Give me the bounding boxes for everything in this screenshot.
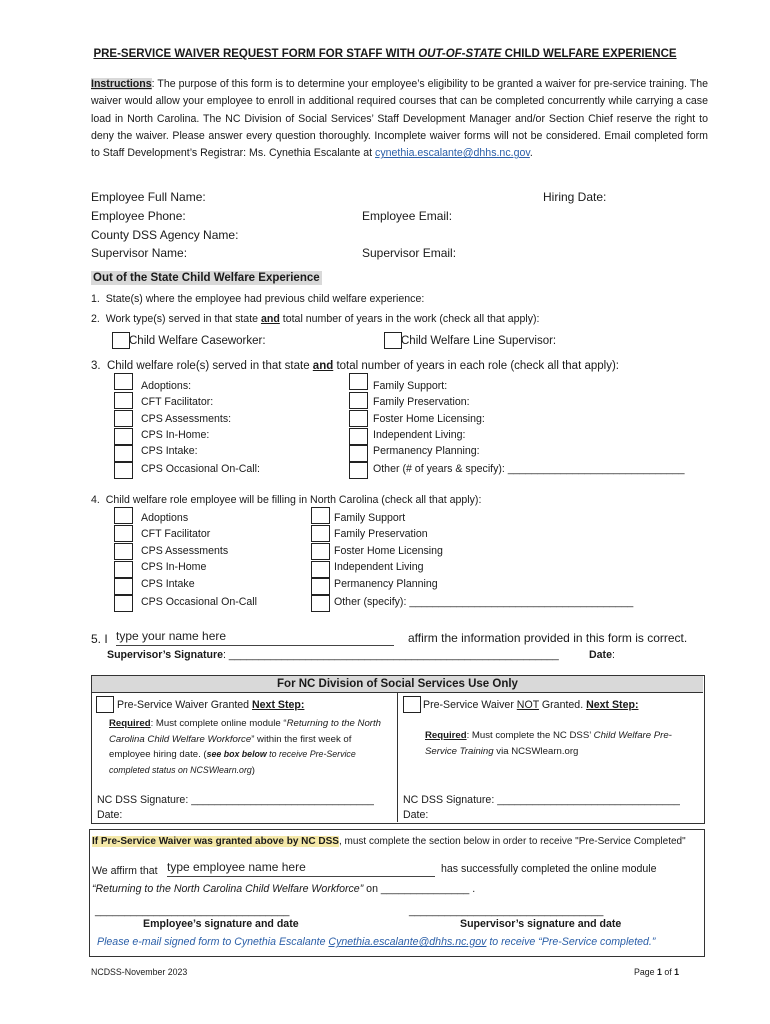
title-suffix: CHILD WELFARE EXPERIENCE: [501, 48, 677, 60]
supervisor-date-label: Date: [589, 649, 612, 661]
q3-permanency-checkbox[interactable]: [349, 445, 368, 462]
q3-left-label: Adoptions:: [141, 380, 192, 392]
q4-family-preservation-checkbox[interactable]: [311, 525, 330, 542]
q4-right-label: Family Support: [334, 512, 406, 524]
not-granted-req-text: : Must complete the NC DSS’: [466, 730, 594, 741]
q3-adoptions-checkbox[interactable]: [114, 373, 133, 390]
q4-cps-intake-checkbox[interactable]: [114, 578, 133, 595]
q5-number: 5. I: [91, 632, 108, 646]
granted-next-step: Next Step:: [252, 699, 305, 711]
nc-dss-divider: [397, 692, 398, 822]
supervisor-date[interactable]: [589, 649, 615, 661]
hiring-date-label: Hiring Date:: [543, 190, 607, 204]
page-pre: Page: [634, 967, 657, 977]
email-post: to receive “Pre-Service completed.”: [486, 936, 656, 948]
waiver-not-granted-checkbox[interactable]: [403, 696, 421, 713]
q4-left-label: CPS Intake: [141, 578, 195, 590]
granted-req-text2: ” within the first week of employee hiring date. (: [109, 733, 352, 760]
module-name: “Returning to the North Carolina Child Welfare Workforce”: [92, 883, 364, 895]
q3-cps-intake-checkbox[interactable]: [114, 445, 133, 462]
title-emph: OUT-OF-STATE: [418, 48, 502, 60]
module-completion-line: [92, 883, 475, 895]
caseworker-checkbox[interactable]: [112, 332, 130, 349]
section-heading: Out of the State Child Welfare Experience: [93, 272, 320, 284]
supervisor-signature-blank: : ________________________________________________________: [222, 649, 559, 661]
q4-left-label: CFT Facilitator: [141, 528, 211, 540]
q3-text-pre: Child welfare role(s) served in that state: [106, 360, 313, 372]
q3-other-field[interactable]: Other (# of years & specify): ______________________________: [373, 463, 685, 475]
q4-foster-home-checkbox[interactable]: [311, 543, 330, 560]
completed-highlight: If Pre-Service Waiver was granted above by NC DSS: [92, 836, 339, 847]
q1-text: State(s) where the employee had previous child welfare experience:: [105, 293, 425, 305]
q4-right-label: Family Preservation: [334, 528, 428, 540]
line-supervisor-checkbox[interactable]: [384, 332, 402, 349]
instructions-body: : The purpose of this form is to determine your employee’s eligibility to be granted a waiver for pre-service training. The waiver would allow your employee to enroll in additional required courses that can be completed concurrently while carrying a case load in North Carolina. The NC Division of Social Services’ Staff Development Manager and/or Section Chief reserve the right to deny the waiver. Please answer every question thoroughly. Incomplete waiver forms will not be considered. Email completed form to Staff Development’s Registrar: Ms. Cynethia Escalante at: [91, 78, 708, 160]
q4-right-label: Foster Home Licensing: [334, 545, 443, 557]
not-granted-post: Granted.: [538, 699, 587, 711]
not-granted-pre: Pre-Service Waiver: [423, 699, 517, 711]
employee-email-label: Employee Email:: [362, 209, 453, 223]
q3-text-post: total number of years in each role (check all that apply):: [333, 360, 619, 372]
q3-cps-inhome-checkbox[interactable]: [114, 428, 133, 445]
not-granted-training: Child Welfare Pre-Service Training: [425, 730, 672, 757]
question-1: [91, 293, 424, 305]
q4-text: Child welfare role employee will be filling in North Carolina (check all that apply):: [105, 494, 482, 506]
page-of: of: [661, 967, 675, 977]
q2-number: 2.: [91, 313, 100, 325]
footer-form-id: NCDSS-November 2023: [91, 967, 188, 977]
not-granted-via: via NCSWlearn.org: [493, 745, 579, 757]
q4-left-label: CPS Occasional On-Call: [141, 596, 257, 608]
q4-left-label: CPS Assessments: [141, 545, 229, 557]
completed-rest: , must complete the section below in order to receive "Pre-Service Completed": [338, 836, 686, 847]
we-affirm-label: We affirm that: [92, 865, 158, 877]
q4-independent-living-checkbox[interactable]: [311, 561, 330, 578]
q3-family-support-checkbox[interactable]: [349, 373, 368, 390]
q4-number: 4.: [91, 494, 100, 506]
q3-right-label: Family Preservation:: [373, 396, 470, 408]
q2-and: and: [260, 313, 280, 325]
granted-requirement: [109, 716, 389, 778]
completed-instructions: [92, 836, 686, 847]
waiver-granted-line: [117, 699, 304, 711]
q4-right-label: Permanency Planning: [334, 578, 438, 590]
instructions-end: .: [529, 147, 533, 160]
q3-independent-living-checkbox[interactable]: [349, 428, 368, 445]
granted-close: ): [251, 764, 255, 776]
q4-cps-assessments-checkbox[interactable]: [114, 543, 133, 560]
q4-cft-checkbox[interactable]: [114, 525, 133, 542]
q3-left-label: CPS Occasional On-Call:: [141, 463, 260, 475]
q3-right-label: Independent Living:: [373, 429, 466, 441]
question-2: [91, 313, 540, 325]
footer-page-number: [634, 967, 679, 977]
q2-text-pre: Work type(s) served in that state: [105, 313, 261, 325]
waiver-granted-checkbox[interactable]: [96, 696, 114, 713]
q4-other-checkbox[interactable]: [311, 595, 330, 612]
not-granted-nc-dss-date[interactable]: Date:: [403, 809, 429, 821]
question-3: [91, 360, 619, 372]
question-4: [91, 494, 481, 506]
q1-number: 1.: [91, 293, 100, 305]
q3-left-label: CPS In-Home:: [141, 429, 210, 441]
instructions-label: Instructions: [91, 78, 152, 90]
not-granted-requirement: [425, 728, 685, 759]
granted-req-text3: to receive Pre-Service completed status on NCSWlearn.org: [109, 749, 356, 775]
q4-cps-inhome-checkbox[interactable]: [114, 561, 133, 578]
granted-nc-dss-date[interactable]: Date:: [97, 809, 123, 821]
q4-family-support-checkbox[interactable]: [311, 507, 330, 524]
q2-text-post: total number of years in the work (check all that apply):: [279, 313, 540, 325]
q3-right-label: Family Support:: [373, 380, 448, 392]
q3-cft-checkbox[interactable]: [114, 392, 133, 409]
q3-cps-assessments-checkbox[interactable]: [114, 410, 133, 427]
q4-right-label: Independent Living: [334, 561, 424, 573]
email-pre: Please e-mail signed form to Cynethia Escalante: [97, 936, 329, 948]
form-title: [0, 48, 770, 60]
instructions: [91, 76, 708, 162]
granted-required: Required: [109, 718, 151, 729]
employee-name-label: Employee Full Name:: [91, 190, 206, 204]
escalante-email-link[interactable]: Cynethia.escalante@dhhs.nc.gov: [328, 936, 487, 948]
q4-other-field[interactable]: Other (specify): ______________________________________: [334, 596, 634, 608]
supervisor-signature-line[interactable]: [107, 649, 559, 661]
waiver-granted-label: Pre-Service Waiver Granted: [117, 699, 253, 711]
email-instruction: [97, 936, 655, 948]
supervisor-date-colon: :: [611, 649, 615, 661]
q3-left-label: CFT Facilitator:: [141, 396, 214, 408]
module-on-date[interactable]: on _______________ .: [363, 883, 476, 895]
page-num: 1: [657, 967, 662, 977]
q3-right-label: Foster Home Licensing:: [373, 413, 485, 425]
q3-other-checkbox[interactable]: [349, 462, 368, 479]
q3-family-preservation-checkbox[interactable]: [349, 392, 368, 409]
employee-signature-label: Employee’s signature and date: [143, 918, 299, 930]
supervisor-signature-label: Supervisor’s Signature: [107, 649, 223, 661]
q4-cps-oncall-checkbox[interactable]: [114, 595, 133, 612]
q5-affirm-text: affirm the information provided in this form is correct.: [408, 631, 688, 645]
page-total: 1: [674, 967, 680, 977]
registrar-email-link[interactable]: cynethia.escalante@dhhs.nc.gov: [375, 147, 530, 160]
q4-left-label: Adoptions: [141, 512, 189, 524]
q3-and: and: [312, 360, 334, 372]
completed-module-text: has successfully completed the online module: [441, 863, 657, 875]
q3-foster-home-checkbox[interactable]: [349, 410, 368, 427]
not-granted-nc-dss-signature[interactable]: NC DSS Signature: _______________________________: [403, 794, 680, 806]
not-granted-next-step: Next Step:: [586, 699, 639, 711]
not-granted-required: Required: [425, 730, 467, 741]
employee-name-input[interactable]: type employee name here: [167, 860, 435, 877]
granted-req-text: : Must complete online module “: [150, 718, 287, 729]
supervisor-signature-label-bottom: Supervisor’s signature and date: [460, 918, 622, 930]
supervisor-name-label: Supervisor Name:: [91, 246, 188, 260]
nc-dss-header: For NC Division of Social Services Use Only: [277, 678, 518, 690]
q4-left-label: CPS In-Home: [141, 561, 207, 573]
supervisor-email-label: Supervisor Email:: [362, 246, 457, 260]
county-label: County DSS Agency Name:: [91, 228, 239, 242]
title-prefix: PRE-SERVICE WAIVER REQUEST FORM FOR STAFF WITH: [93, 48, 419, 60]
not-granted-not: NOT: [516, 699, 539, 711]
q4-permanency-checkbox[interactable]: [311, 578, 330, 595]
employee-signature-line[interactable]: _________________________________: [95, 905, 290, 917]
q3-number: 3.: [91, 360, 101, 372]
supervisor-signature-line-bottom[interactable]: _________________________________: [409, 905, 604, 917]
q3-right-label: Permanency Planning:: [373, 445, 480, 457]
supervisor-name-input[interactable]: type your name here: [116, 629, 394, 646]
granted-nc-dss-signature[interactable]: NC DSS Signature: _______________________________: [97, 794, 374, 806]
q3-left-label: CPS Assessments:: [141, 413, 232, 425]
granted-see-box: see box below: [206, 749, 267, 759]
caseworker-label: Child Welfare Caseworker:: [129, 335, 266, 347]
q4-adoptions-checkbox[interactable]: [114, 507, 133, 524]
q3-cps-oncall-checkbox[interactable]: [114, 462, 133, 479]
granted-module: Returning to the North Carolina Child Welfare Workforce: [109, 718, 381, 745]
employee-phone-label: Employee Phone:: [91, 209, 186, 223]
line-supervisor-label: Child Welfare Line Supervisor:: [401, 335, 557, 347]
waiver-not-granted-line: [423, 699, 638, 711]
q3-left-label: CPS Intake:: [141, 445, 198, 457]
